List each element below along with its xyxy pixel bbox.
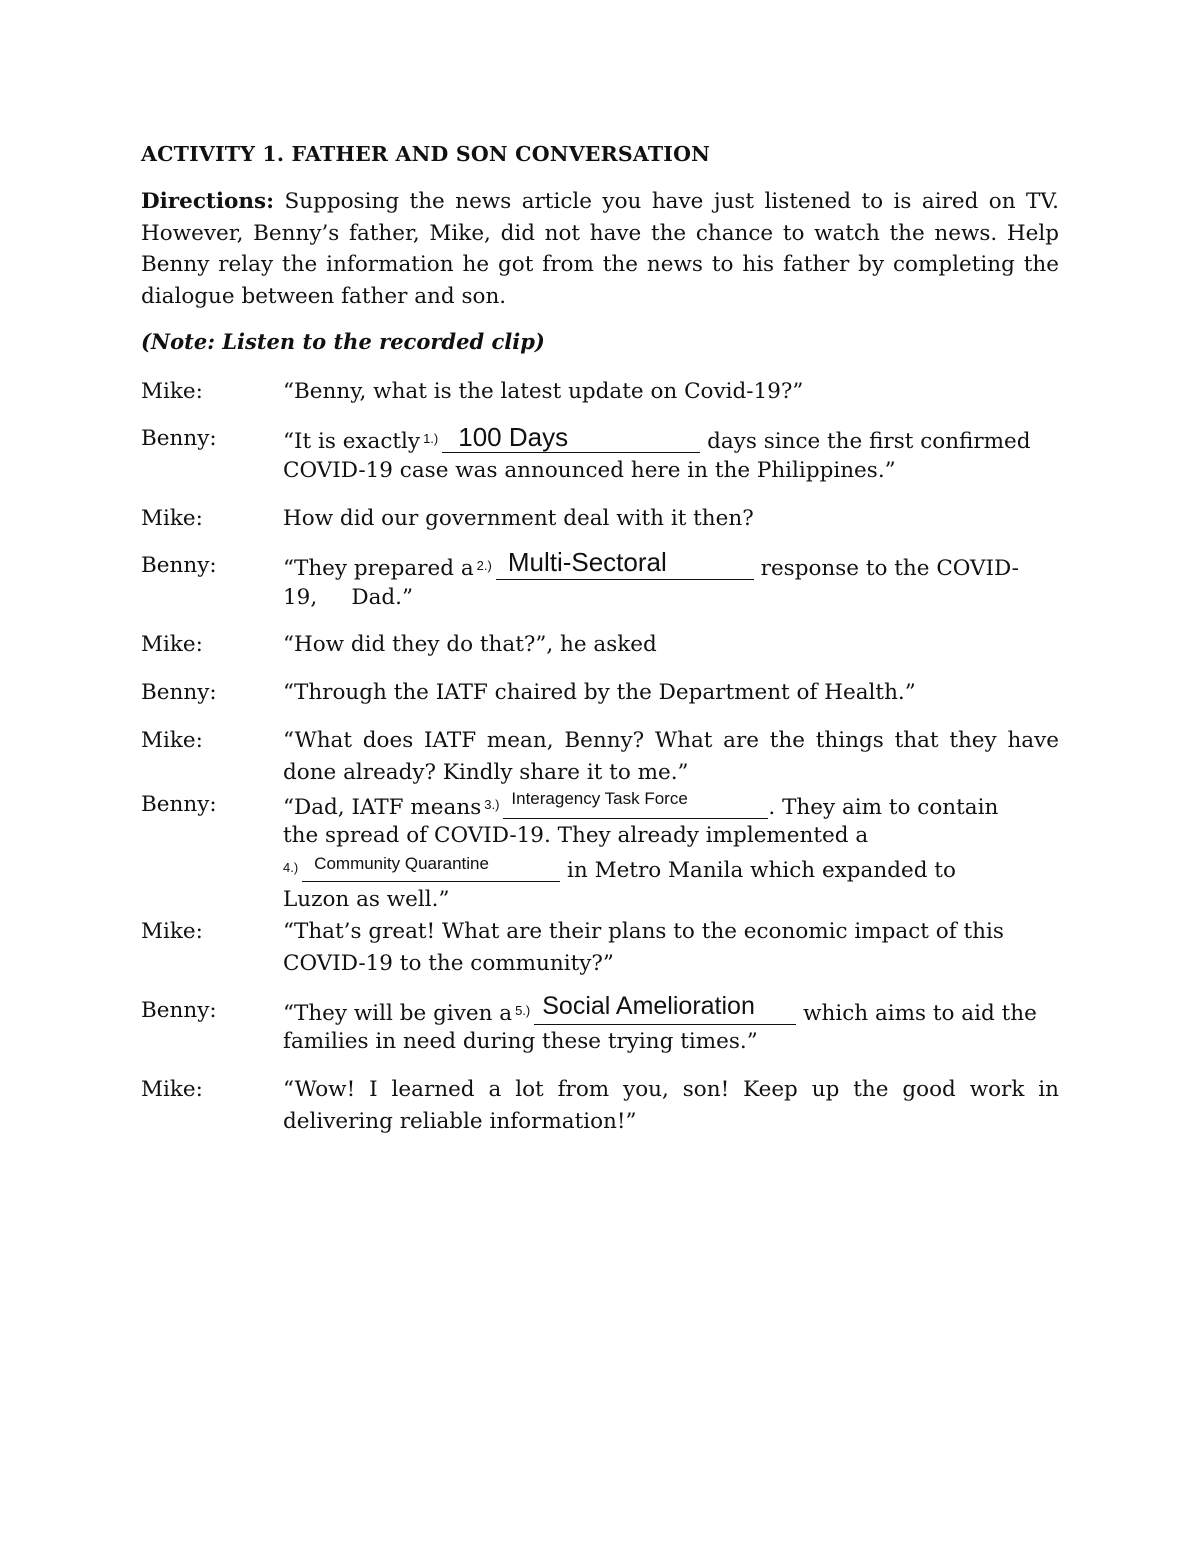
speaker-benny: Benny:: [141, 553, 217, 578]
dialogue-line: done already? Kindly share it to me.”: [283, 760, 689, 785]
dialogue-line: “Benny, what is the latest update on Covid-19?”: [283, 379, 804, 404]
blank-number: 5.): [515, 1003, 531, 1018]
speaker-mike: Mike:: [141, 728, 203, 753]
speaker-benny: Benny:: [141, 680, 217, 705]
dialogue-line: [283, 992, 1037, 1030]
speaker-benny: Benny:: [141, 998, 217, 1023]
speaker-mike: Mike:: [141, 919, 203, 944]
speaker-benny: Benny:: [141, 792, 217, 817]
listening-note: (Note: Listen to the recorded clip): [141, 329, 545, 354]
dialogue-text: “They will be given a: [283, 1001, 513, 1026]
answer-blank-2[interactable]: [496, 547, 754, 580]
answer-blank-4[interactable]: [302, 854, 560, 882]
dialogue-text: response to the COVID-: [760, 556, 1019, 581]
directions-text: Supposing the news article you have just listened to is aired on TV. However, Benny’s father, Mike, did not have the chance to watch the news. Help Benny relay the information he got from the news to his father by completing the dialogue between father and son.: [141, 189, 1060, 310]
dialogue-text: “They prepared a: [283, 556, 474, 581]
dialogue-line: [283, 852, 956, 887]
dialogue-text: “It is exactly: [283, 429, 421, 454]
answer-4: Community Quarantine: [314, 854, 489, 874]
answer-blank-5[interactable]: [534, 992, 796, 1025]
answer-blank-3[interactable]: [503, 789, 768, 819]
dialogue-line: “How did they do that?”, he asked: [283, 632, 657, 657]
speaker-mike: Mike:: [141, 1077, 203, 1102]
dialogue-line: “What does IATF mean, Benny? What are the things that they have: [283, 728, 1059, 753]
activity-title: ACTIVITY 1. FATHER AND SON CONVERSATION: [141, 142, 711, 166]
answer-3: Interagency Task Force: [511, 789, 688, 809]
dialogue-line: COVID-19 case was announced here in the Philippines.”: [283, 458, 896, 483]
dialogue-text: in Metro Manila which expanded to: [567, 858, 956, 883]
dialogue-line: “Through the IATF chaired by the Department of Health.”: [283, 680, 916, 705]
dialogue-line: delivering reliable information!”: [283, 1109, 637, 1134]
speaker-mike: Mike:: [141, 632, 203, 657]
directions-paragraph: [141, 186, 1059, 313]
dialogue-line: the spread of COVID-19. They already implemented a: [283, 823, 869, 848]
speaker-benny: Benny:: [141, 426, 217, 451]
dialogue-line: How did our government deal with it then?: [283, 506, 754, 531]
answer-2: Multi-Sectoral: [507, 547, 667, 578]
dialogue-line: Luzon as well.”: [283, 887, 450, 912]
speaker-mike: Mike:: [141, 506, 203, 531]
dialogue-line: families in need during these trying times.”: [283, 1029, 758, 1054]
speaker-mike: Mike:: [141, 379, 203, 404]
dialogue-text: days since the first confirmed: [707, 429, 1031, 454]
blank-number: 4.): [283, 860, 299, 875]
directions-label: Directions:: [141, 189, 275, 214]
answer-5: Social Amelioration: [542, 992, 755, 1021]
answer-blank-1[interactable]: [442, 422, 700, 453]
dialogue-line: [283, 423, 1031, 458]
dialogue-line: “That’s great! What are their plans to the economic impact of this: [283, 919, 1004, 944]
dialogue-line: “Wow! I learned a lot from you, son! Keep up the good work in: [283, 1077, 1059, 1102]
blank-number: 1.): [423, 431, 439, 446]
blank-number: 3.): [484, 797, 500, 812]
dialogue-line: 19, Dad.”: [283, 585, 414, 610]
dialogue-text: . They aim to contain: [768, 795, 999, 820]
dialogue-line: [283, 789, 998, 824]
dialogue-line: [283, 547, 1019, 585]
answer-1: 100 Days: [458, 422, 569, 453]
dialogue-line: COVID-19 to the community?”: [283, 951, 614, 976]
dialogue-text: “Dad, IATF means: [283, 795, 482, 820]
blank-number: 2.): [476, 558, 492, 573]
dialogue-text: which aims to aid the: [803, 1001, 1037, 1026]
